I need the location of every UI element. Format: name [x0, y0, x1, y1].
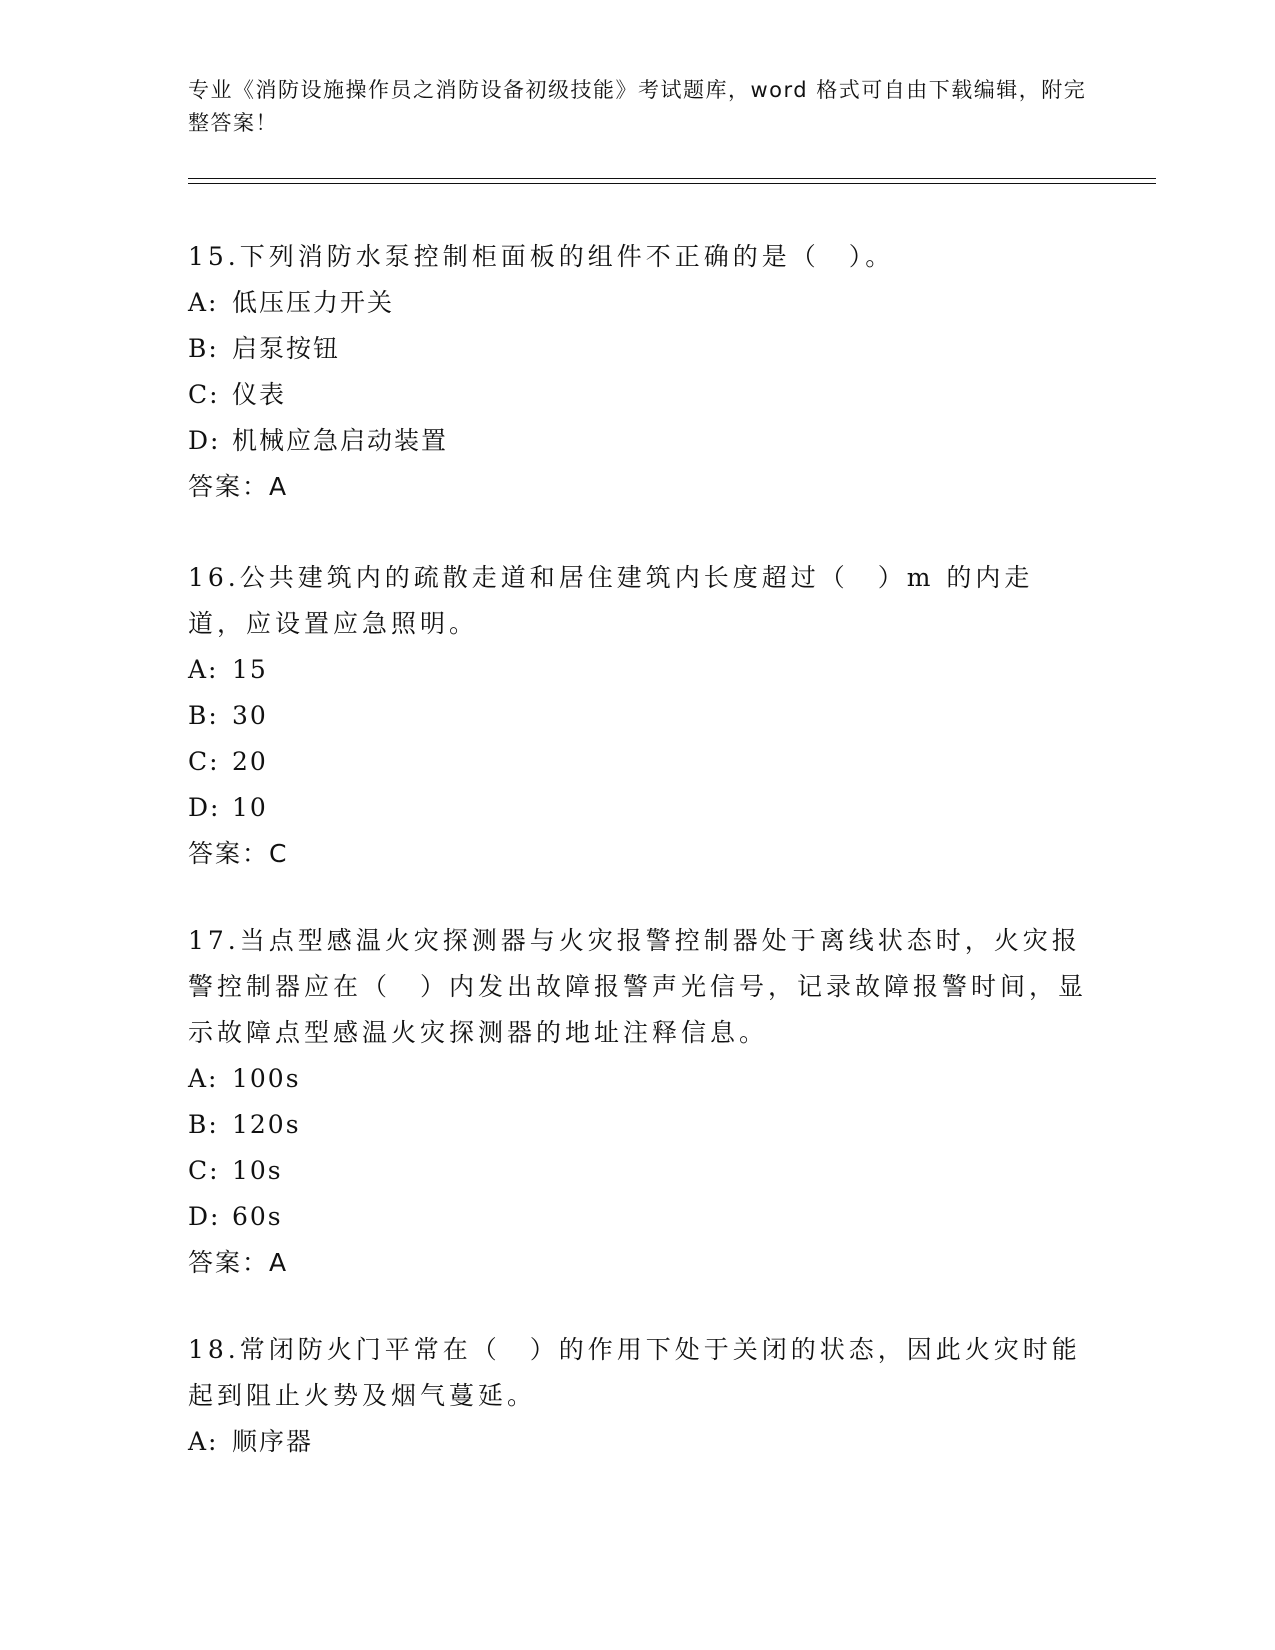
option-text: 30 — [232, 701, 268, 730]
option-a — [188, 1056, 1088, 1102]
option-b — [188, 326, 1088, 372]
option-a — [188, 647, 1088, 693]
option-letter: C: — [188, 380, 220, 409]
option-letter: B: — [188, 1110, 219, 1139]
option-a — [188, 1419, 1088, 1465]
option-text: 仪表 — [232, 380, 287, 409]
option-c — [188, 372, 1088, 418]
option-d — [188, 785, 1088, 831]
option-b — [188, 693, 1088, 739]
option-letter: D: — [188, 793, 221, 822]
option-text: 15 — [232, 655, 268, 684]
question-18 — [188, 1327, 1088, 1465]
question-text: 15.下列消防水泵控制柜面板的组件不正确的是（ ）。 — [188, 242, 895, 271]
question-text: 16.公共建筑内的疏散走道和居住建筑内长度超过（ ）m 的内走道，应设置应急照明。 — [188, 563, 1034, 638]
option-letter: B: — [188, 334, 219, 363]
option-text: 10s — [232, 1156, 283, 1185]
option-letter: C: — [188, 747, 220, 776]
option-letter: A: — [188, 288, 219, 317]
answer-line: 答案：A — [188, 472, 289, 501]
question-15 — [188, 234, 1088, 510]
option-text: 10 — [232, 793, 268, 822]
option-d — [188, 1194, 1088, 1240]
header-divider-bottom — [188, 183, 1156, 184]
option-text: 启泵按钮 — [232, 334, 341, 363]
option-text: 机械应急启动装置 — [232, 426, 449, 455]
option-text: 低压压力开关 — [232, 288, 395, 317]
option-letter: A: — [188, 1427, 219, 1456]
question-17 — [188, 918, 1088, 1286]
question-16 — [188, 555, 1088, 877]
option-b — [188, 1102, 1088, 1148]
option-letter: C: — [188, 1156, 220, 1185]
document-header: 专业《消防设施操作员之消防设备初级技能》考试题库，word 格式可自由下载编辑，附完整答案！ — [188, 78, 1087, 135]
answer-line: 答案：A — [188, 1248, 289, 1277]
answer-line: 答案：C — [188, 839, 289, 868]
option-letter: A: — [188, 1064, 219, 1093]
option-a — [188, 280, 1088, 326]
option-text: 顺序器 — [232, 1427, 314, 1456]
option-text: 100s — [232, 1064, 301, 1093]
option-letter: D: — [188, 1202, 221, 1231]
option-text: 20 — [232, 747, 268, 776]
question-text: 18.常闭防火门平常在（ ）的作用下处于关闭的状态，因此火灾时能起到阻止火势及烟气蔓延。 — [188, 1335, 1081, 1410]
question-text: 17.当点型感温火灾探测器与火灾报警控制器处于离线状态时，火灾报警控制器应在（ ）内发出故障报警声光信号，记录故障报警时间，显示故障点型感温火灾探测器的地址注释信息。 — [188, 926, 1088, 1047]
option-letter: D: — [188, 426, 221, 455]
option-letter: B: — [188, 701, 219, 730]
option-c — [188, 739, 1088, 785]
option-text: 60s — [232, 1202, 283, 1231]
option-text: 120s — [232, 1110, 301, 1139]
option-letter: A: — [188, 655, 219, 684]
option-c — [188, 1148, 1088, 1194]
header-divider-top — [188, 178, 1156, 179]
option-d — [188, 418, 1088, 464]
